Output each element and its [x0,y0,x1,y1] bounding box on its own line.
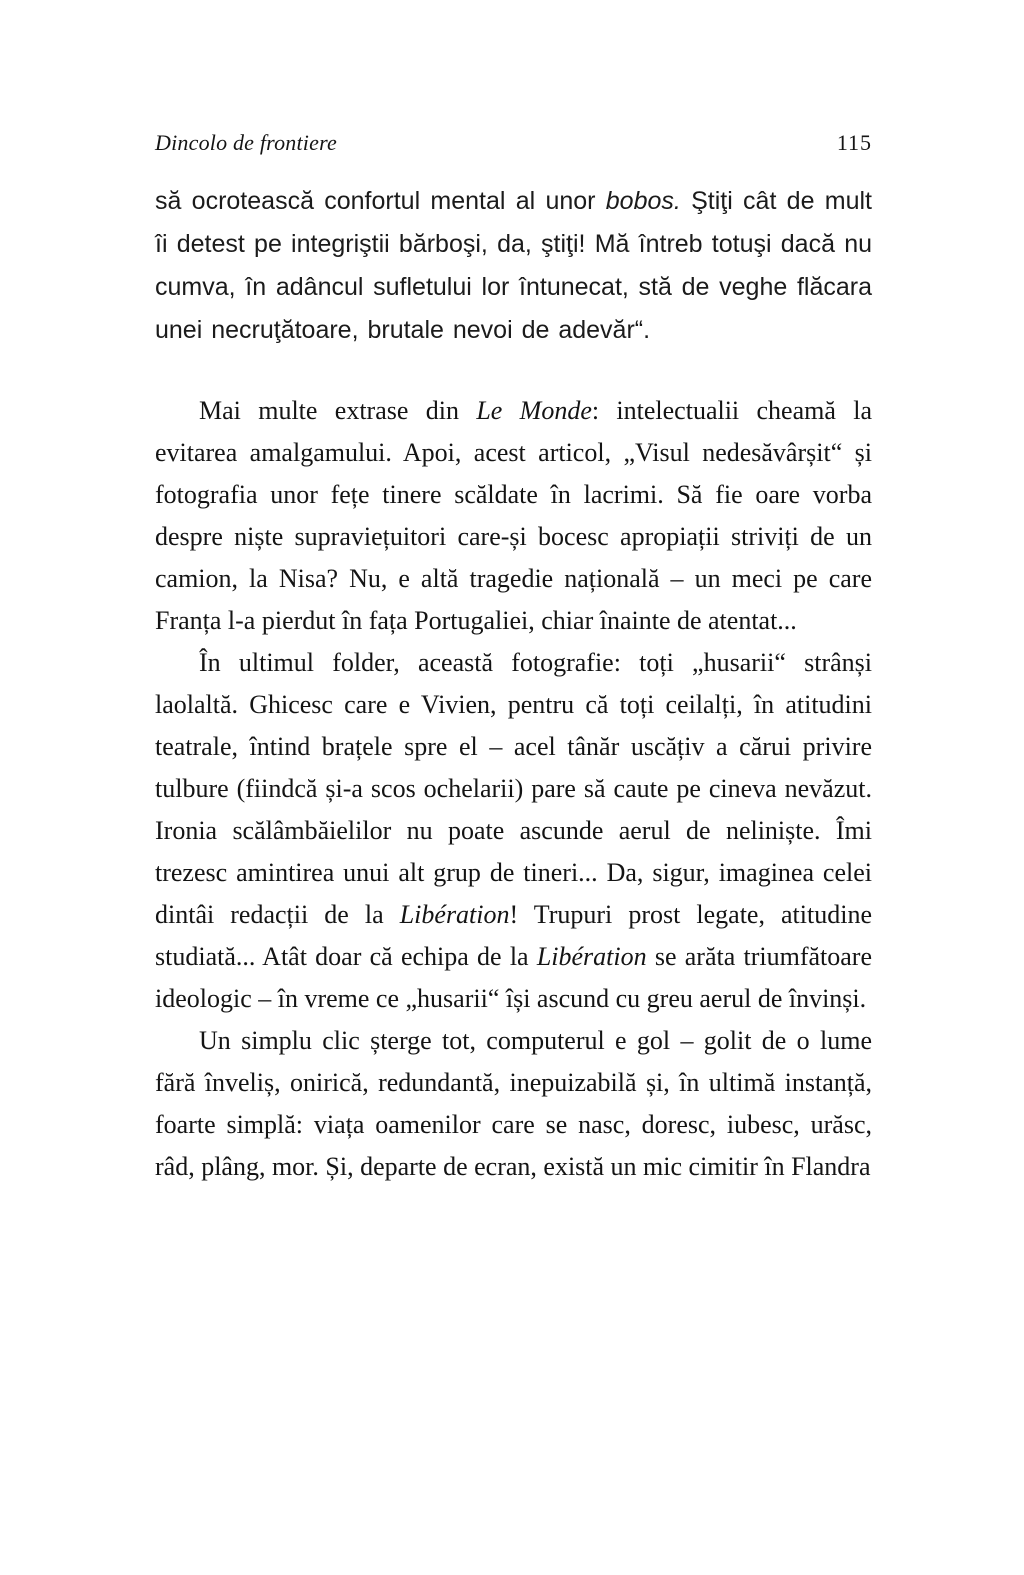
paragraph-body [155,642,872,1020]
text-run-italic: Le Monde [476,396,592,425]
text-run: Un simplu clic șterge tot, computerul e gol – golit de o lume fără înveliș, onirică, redundantă, inepuizabilă și, în ultimă instanță, foarte simplă: viața oamenilor care se nasc, doresc, iubesc, urăsc, râd, plâng, mor. Și, departe de ecran, există un mic cimitir în Flandra [155,1026,872,1181]
text-run: să ocrotească confortul mental al unor [155,187,606,215]
paragraph-body [155,1020,872,1188]
text-run: Mai multe extrase din [199,396,477,425]
paragraph-body [155,390,872,642]
text-run-italic: Libération [399,900,510,929]
text-run: : intelectualii cheamă la evitarea amalgamului. Apoi, acest articol, „Visul nedesăvârșit“ și fotografia unor fețe tinere scăldate în lacrimi. Să fie oare vorba despre niște supraviețuitori care-și bocesc apropiații striviți de un camion, la Nisa? Nu, e altă tragedie națională – un meci pe care Franța l-a pierdut în fața Portugaliei, chiar înainte de atentat... [155,396,872,635]
page-number: 115 [836,130,872,155]
text-run-italic: bobos. [605,187,681,215]
running-title: Dincolo de frontiere [155,130,337,155]
text-run: Ştiţi cât de mult îi detest pe integriştii bărboşi, da, ştiţi! Mă întreb totuşi dacă nu cumva, în adâncul sufletului lor întunecat, stă de veghe flăcara unei necruţătoare, brutale nevoi de adevăr“. [155,187,872,344]
paragraph-quote [155,180,872,352]
page-header [155,130,872,156]
text-run: În ultimul folder, această fotografie: toți „husarii“ strânși laolaltă. Ghicesc care e Vivien, pentru că toți ceilalți, în atitudini teatrale, întind brațele spre el – acel tânăr uscățiv a cărui privire tulbure (fiindcă și-a scos ochelarii) pare să caute pe cineva nevăzut. Ironia scălâmbăielilor nu poate ascunde aerul de neliniște. Îmi trezesc amintirea unui alt grup de tineri... Da, sigur, imaginea celei dintâi redacții de la [155,648,872,929]
text-run: se arăta triumfătoare ideologic – în vreme ce „husarii“ își ascund cu greu aerul de învinși. [155,942,873,1013]
text-run-italic: Libération [536,942,647,971]
text-run: ! Trupuri prost legate, atitudine studiată... Atât doar că echipa de la [155,900,872,971]
